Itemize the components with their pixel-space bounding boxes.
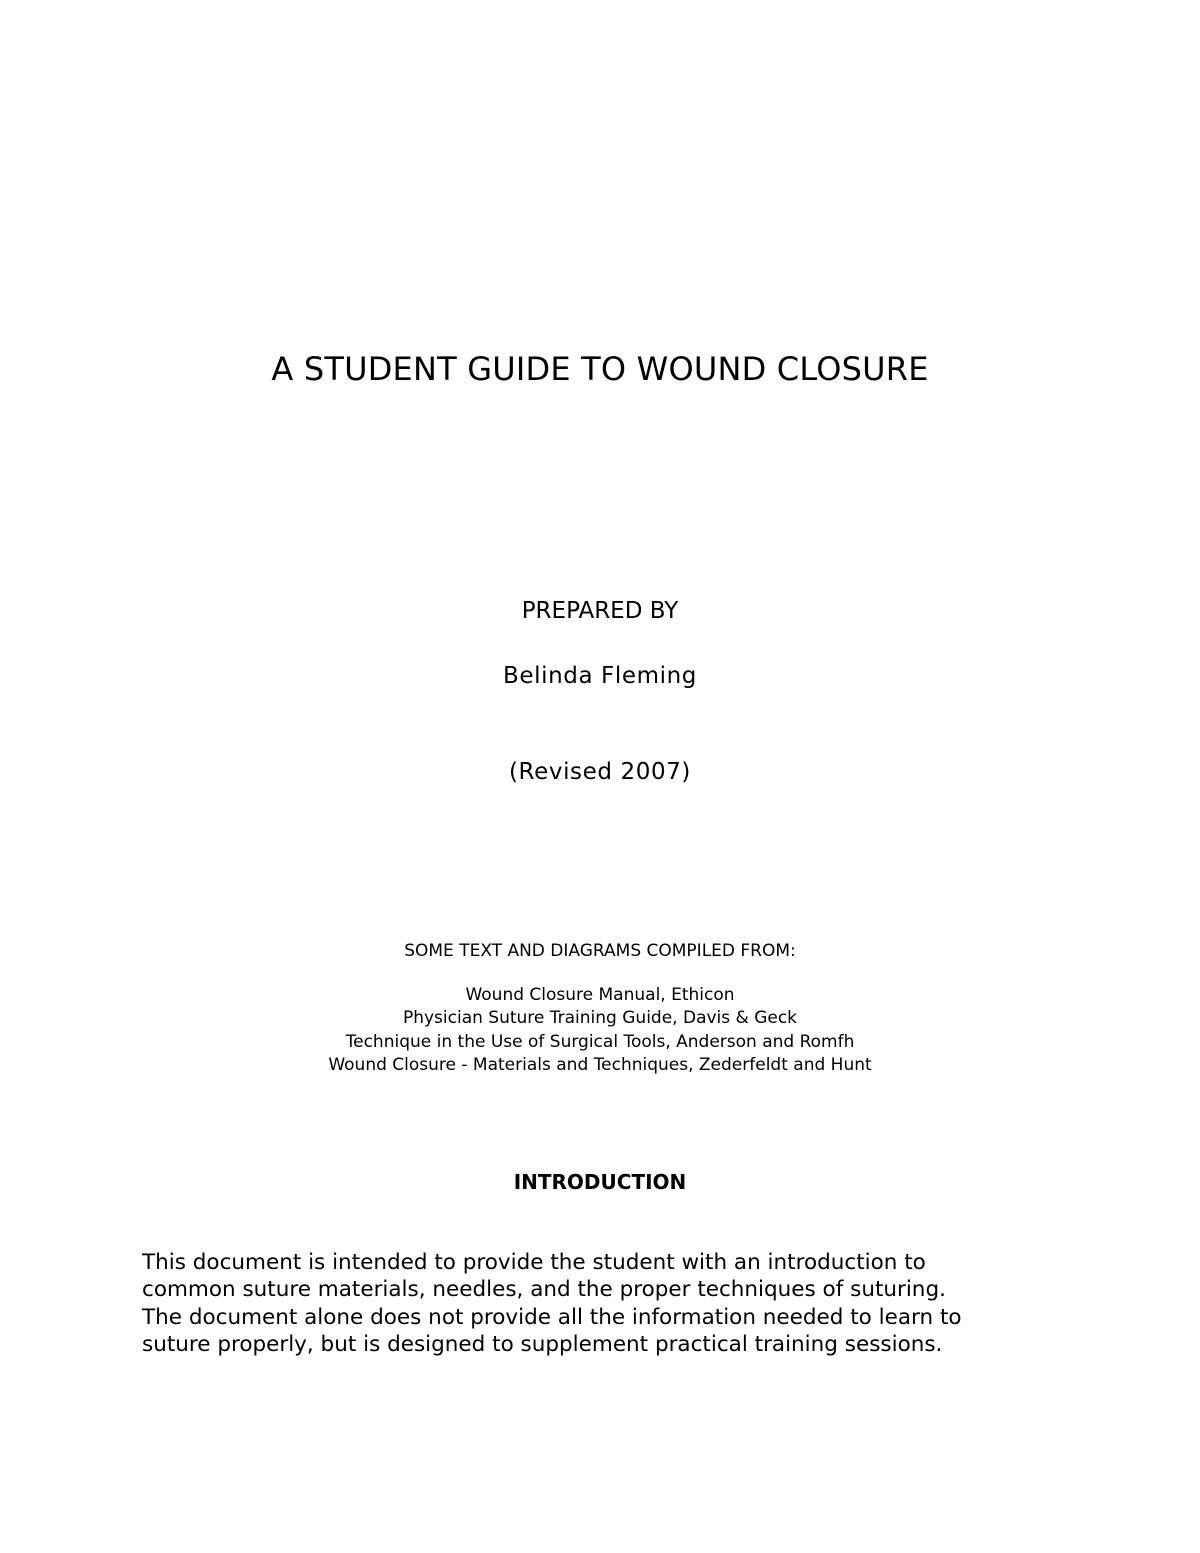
introduction-paragraph	[142, 1249, 1102, 1358]
document-title: A STUDENT GUIDE TO WOUND CLOSURE	[271, 350, 929, 388]
revision-note: (Revised 2007)	[508, 759, 692, 785]
prepared-by-label: PREPARED BY	[521, 598, 679, 624]
introduction-line: The document alone does not provide all the information needed to learn to	[142, 1304, 962, 1330]
author-name: Belinda Fleming	[502, 663, 698, 689]
source-list	[0, 984, 1200, 1077]
source-item: Wound Closure Manual, Ethicon	[465, 985, 735, 1005]
introduction-line: This document is intended to provide the student with an introduction to	[142, 1250, 926, 1275]
source-item: Technique in the Use of Surgical Tools, Anderson and Romfh	[345, 1031, 855, 1052]
source-item: Physician Suture Training Guide, Davis & Geck	[402, 1008, 798, 1029]
introduction-heading: INTRODUCTION	[513, 1170, 687, 1194]
compiled-from-heading: SOME TEXT AND DIAGRAMS COMPILED FROM:	[404, 941, 796, 961]
introduction-line: suture properly, but is designed to supplement practical training sessions.	[142, 1331, 943, 1357]
introduction-line: common suture materials, needles, and the proper techniques of suturing.	[142, 1277, 946, 1303]
source-item: Wound Closure - Materials and Techniques, Zederfeldt and Hunt	[328, 1054, 872, 1075]
